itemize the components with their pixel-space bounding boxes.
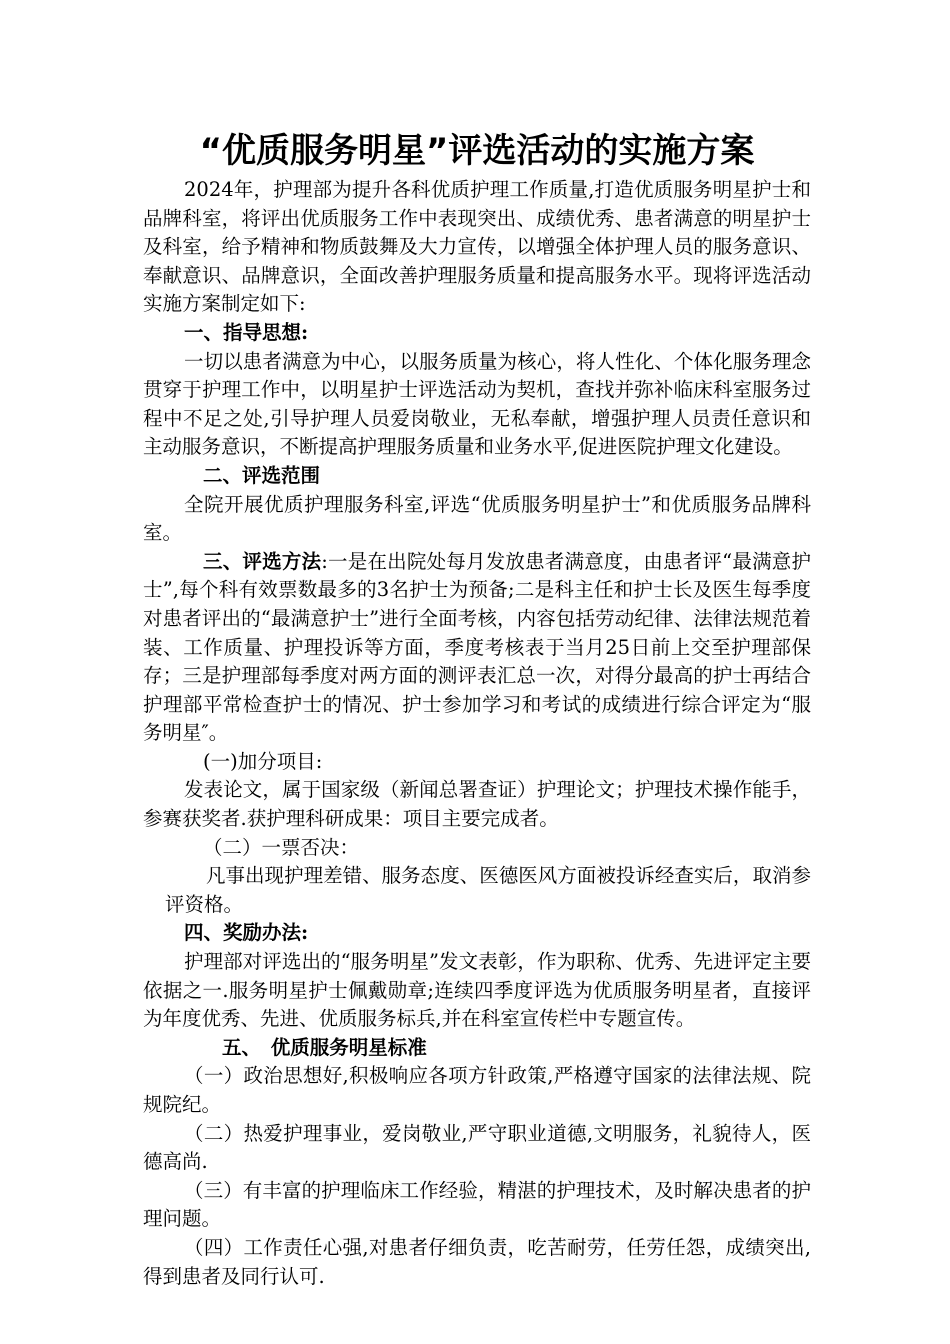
section-3-sub-2-heading: （二）一票否决： (203, 835, 360, 859)
section-5-heading: 五、 优质服务明星标准 (222, 1035, 427, 1059)
document-title: “优质服务明星”评选活动的实施方案 (199, 131, 755, 171)
section-3-heading: 三、评选方法 (203, 549, 322, 573)
section-4-body: 护理部对评选出的“服务明星”发文表彰，作为职称、优秀、先进评定主要依据之一.服务明星护士佩戴勋章;连续四季度评选为优质服务明星者，直接评为年度优秀、先进、优质服务标兵,并在科室宣传栏中专题宣传。 (143, 950, 811, 1031)
section-2-heading: 二、评选范围 (203, 463, 321, 487)
section-2-body: 全院开展优质护理服务科室,评选“优质服务明星护士”和优质服务品牌科室。 (143, 492, 811, 545)
section-5-item: （二）热爱护理事业，爱岗敬业,严守职业道德,文明服务，礼貌待人，医德高尚. (143, 1121, 811, 1174)
section-5-item: （一）政治思想好,积极响应各项方针政策,严格遵守国家的法律法规、院规院纪。 (143, 1064, 811, 1116)
section-3-sub-2-body: 凡事出现护理差错、服务态度、医德医风方面被投诉经查实后，取消参评资格。 (165, 864, 811, 916)
section-4-heading: 四、奖励办法: (184, 921, 309, 945)
section-5-item: （三）有丰富的护理临床工作经验，精湛的护理技术，及时解决患者的护理问题。 (143, 1178, 811, 1231)
section-1-body: 一切以患者满意为中心，以服务质量为核心，将人性化、个体化服务理念贯穿于护理工作中，以明星护士评选活动为契机，查找并弥补临床科室服务过程中不足之处,引导护理人员爱岗敬业，无私奉献，增强护理人员责任意识和主动服务意识，不断提高护理服务质量和业务水平,促进医院护理文化建设。 (143, 349, 811, 459)
section-3-sub-1-heading: (一)加分项目: (203, 749, 323, 773)
section-3-paragraph (143, 548, 811, 748)
intro-paragraph: 2024年，护理部为提升各科优质护理工作质量,打造优质服务明星护士和品牌科室，将评出优质服务工作中表现突出、成绩优秀、患者满意的明星护士及科室，给予精神和物质鼓舞及大力宣传，以增强全体护理人员的服务意识、奉献意识、品牌意识，全面改善护理服务质量和提高服务水平。现将评选活动实施方案制定如下: (143, 178, 811, 316)
section-3-body: :一是在出院处每月发放患者满意度，由患者评“最满意护士”,每个科有效票数最多的3名护士为预备;二是科主任和护士长及医生每季度对患者评出的“最满意护士”进行全面考核，内容包括劳动纪律、法律法规范着装、工作质量、护理投诉等方面，季度考核表于当月25日前上交至护理部保存；三是护理部每季度对两方面的测评表汇总一次，对得分最高的护士再结合护理部平常检查护士的情况、护士参加学习和考试的成绩进行综合评定为“服务明星″。 (143, 549, 811, 745)
document-page (143, 128, 811, 1291)
section-5-item: （四）工作责任心强,对患者仔细负责，吃苦耐劳，任劳任怨，成绩突出,得到患者及同行认可. (143, 1235, 811, 1288)
section-1-heading: 一、指导思想: (184, 320, 309, 344)
section-3-sub-1-body: 发表论文，属于国家级（新闻总署查证）护理论文；护理技术操作能手，参赛获奖者.获护理科研成果：项目主要完成者。 (143, 778, 811, 831)
